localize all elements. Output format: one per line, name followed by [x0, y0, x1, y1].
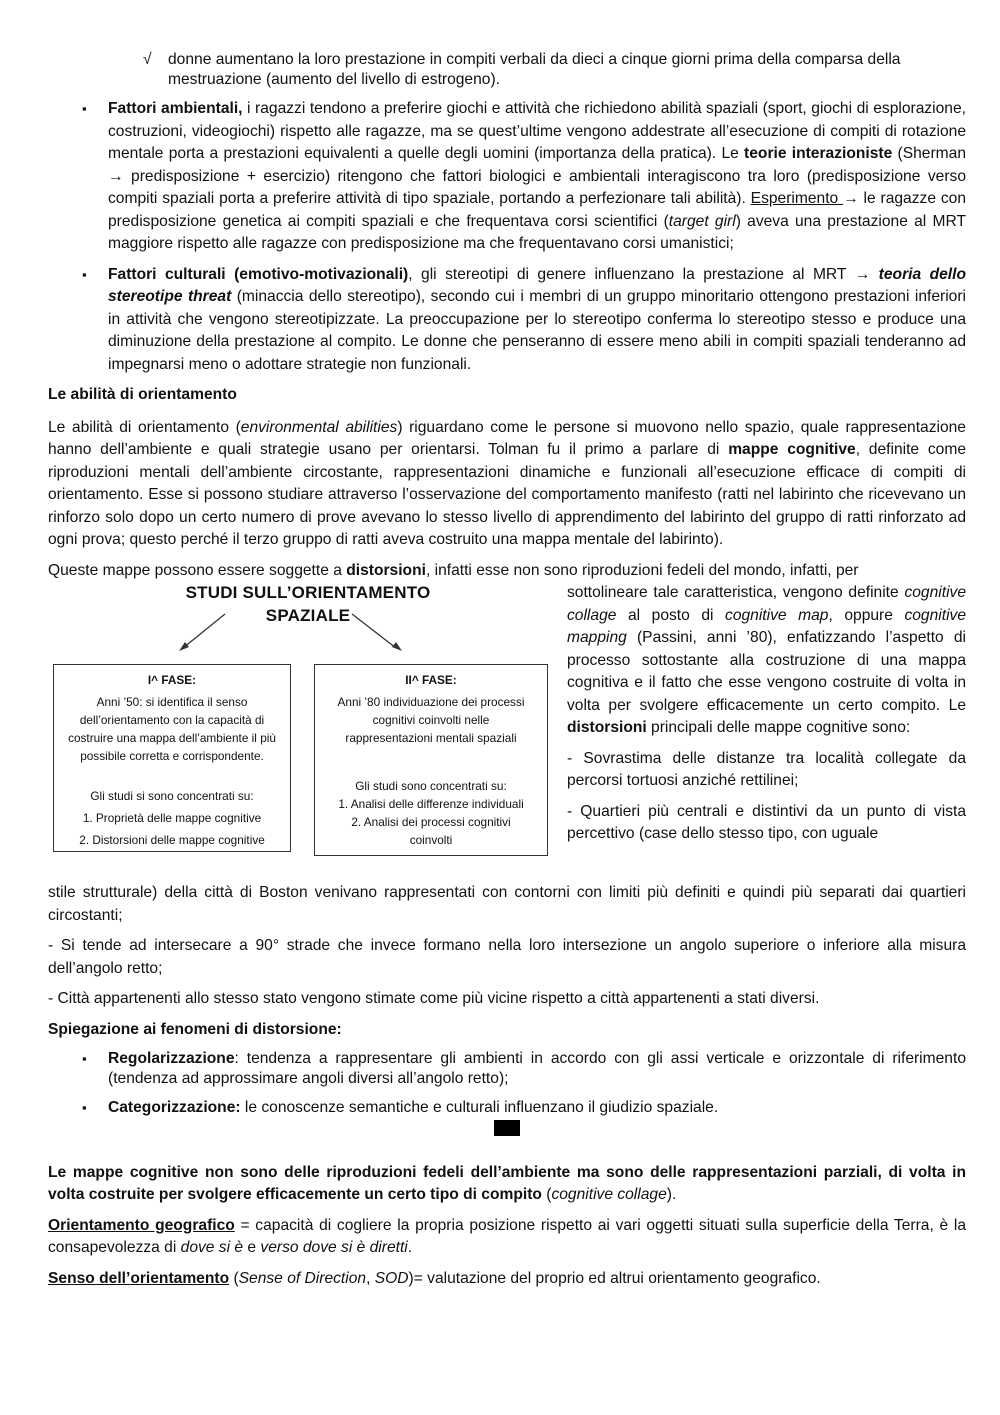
text-run: , gli stereotipi di genere influenzano la prestazione al MRT →	[408, 265, 879, 283]
text-run: (Passini, anni ’80), enfatizzando l’aspetto di processo sottostante alla costruzione di una mappa cognitiva e il fatto che esse vengono costruite di volta in volta per svolgere efficacemente un certo compito. Le	[567, 629, 966, 714]
text-run: e	[243, 1239, 261, 1256]
text-run: Le abilità di orientamento (	[48, 418, 241, 436]
phase-one-title: I^ FASE:	[147, 673, 197, 687]
distortion-item: - Quartieri più centrali e distintivi da un punto di vista percettivo (case dello stesso tipo, con uguale	[567, 802, 966, 842]
bullet-categorizzazione	[48, 1097, 966, 1120]
section-heading: Le abilità di orientamento	[48, 386, 237, 403]
text-run: (	[541, 1186, 552, 1203]
text-run: ).	[666, 1186, 677, 1203]
italic-term: Sense of Direction	[238, 1269, 367, 1287]
distortion-item: - Sovrastima delle distanze tra località collegate da percorsi tortuosi anziché rettilinei;	[567, 749, 966, 789]
phase-two-item: 1. Analisi delle differenze individuali	[338, 797, 524, 811]
arrow-right-icon	[348, 612, 408, 652]
phase-one-item: 1. Proprietà delle mappe cognitive	[82, 811, 262, 825]
italic-term: cognitive collage	[567, 584, 966, 624]
italic-term: cognitive map	[725, 606, 829, 624]
phase-one-intro: Gli studi si sono concentrati su:	[90, 789, 254, 803]
phase-two-intro: Gli studi sono concentrati su:	[355, 779, 507, 793]
text-run: : tendenza a rappresentare gli ambienti in accordo con gli assi verticale e orizzontale di riferimento (tendenza ad approssimare angoli diversi all’angolo retto);	[108, 1050, 966, 1087]
text-run: ) aveva una prestazione al MRT maggiore rispetto alle ragazze con predisposizione ma che frequentavano corsi umanistici;	[108, 212, 966, 252]
bold-term: Le mappe cognitive non sono delle riproduzioni fedeli dell’ambiente ma sono delle rappresentazioni parziali, di volta in volta costruite per svolgere efficacemente un certo tipo di compito	[48, 1163, 966, 1203]
bold-term: distorsioni	[346, 561, 426, 579]
phase-two-item: 2. Analisi dei processi cognitivi coinvolti	[351, 815, 511, 847]
figure-title: STUDI SULL’ORIENTAMENTO SPAZIALE	[185, 583, 431, 625]
underlined-term: Esperimento	[750, 190, 844, 207]
text-run: sottolineare tale caratteristica, vengono definite	[567, 584, 905, 601]
text-run: Queste mappe possono essere soggette a	[48, 561, 347, 579]
checkmark-icon: √	[143, 51, 152, 68]
phase-one-box	[53, 664, 291, 852]
bullet-fattori-ambientali	[48, 98, 966, 256]
paragraph-distorsioni-intro	[48, 560, 966, 583]
bold-term: Fattori culturali (emotivo-motivazionali)	[108, 265, 409, 283]
bold-italic-term: teoria dello stereotipe threat	[108, 265, 966, 305]
bullet-icon: ▪	[82, 101, 87, 116]
bold-term: distorsioni	[567, 719, 647, 736]
text-run: )= valutazione del proprio ed altrui orientamento geografico.	[408, 1269, 821, 1287]
bold-term: Regolarizzazione	[108, 1050, 235, 1067]
conclusion-paragraph	[48, 1162, 966, 1207]
bullet-icon: ▪	[82, 1051, 87, 1066]
text-run: , definite come riproduzioni mentali dell’ambiente circostante, rappresentazioni dinamiche e funzionali all’esecuzione efficace di compiti di orientamento. Esse si possono studiare attraverso l’osservazione del comportamento manifesto (ratti nel labirinto che ricevevano un rinforzo solo dopo un certo numero di prove avevano lo stesso livello di apprendimento del labirinto del gruppo di ratti rinforzato ad ogni prova; questo perché il terzo gruppo di ratti aveva costruito una mappa mentale del labirinto).	[48, 441, 967, 548]
italic-term: target girl	[668, 212, 736, 230]
text-run: (Sherman → predisposizione + esercizio) ritengono che fattori biologici e ambientali interagiscono tra loro (predisposizione verso compiti spaziali porta a preferire attività di tipo spaziale, portando a perfezionare tali abilità).	[108, 145, 966, 207]
text-run: , infatti esse non sono riproduzioni fedeli del mondo, infatti, per	[425, 561, 859, 579]
diagram-figure	[48, 582, 553, 882]
bold-term: teorie interazioniste	[744, 145, 893, 162]
text-run: (minaccia dello stereotipo), secondo cui i membri di un gruppo minoritario ottengono prestazioni inferiori in attività che vengono stereotipizzate. La preoccupazione per lo stereotipo conferma lo stereotipo stesso e produce una diminuzione della prestazione al compito. Le donne che penseranno di essere meno abili in compiti spaziali tenderanno ad impegnarsi meno o adottare strategie non funzionali.	[108, 288, 966, 373]
bullet-icon: ▪	[82, 1100, 87, 1115]
text-run: .	[407, 1239, 413, 1256]
bold-term: Fattori ambientali,	[108, 100, 243, 117]
bullet-fattori-culturali	[48, 264, 966, 377]
phase-two-box	[314, 664, 548, 856]
text-run: (	[229, 1269, 239, 1287]
phase-one-item: 2. Distorsioni delle mappe cognitive	[79, 833, 265, 847]
bold-underlined-term: Senso dell’orientamento	[48, 1269, 230, 1287]
phase-two-title: II^ FASE:	[405, 673, 457, 687]
paragraph-cognitive-collage	[567, 582, 966, 740]
definition-senso-orientamento	[48, 1268, 966, 1291]
definition-orientamento-geografico	[48, 1215, 966, 1260]
section-heading: Spiegazione ai fenomeni di distorsione:	[48, 1020, 342, 1038]
phase-one-text: Anni ’50: si identifica il senso dell’orientamento con la capacità di costruire una mappa dell’ambiente il più possibile corretta e corrispondente.	[68, 695, 276, 763]
bullet-regolarizzazione	[48, 1049, 966, 1089]
figure-side-text	[567, 582, 966, 846]
text-run: ,	[366, 1269, 375, 1287]
italic-term: environmental abilities	[240, 418, 398, 436]
italic-term: dove si è	[180, 1239, 244, 1256]
check-item-text: donne aumentano la loro prestazione in compiti verbali da dieci a cinque giorni prima della comparsa della mestruazione (aumento del livello di estrogeno).	[168, 51, 901, 88]
phase-two-text: Anni ’80 individuazione dei processi cognitivi coinvolti nelle rappresentazioni mentali spaziali	[337, 695, 525, 745]
italic-term: cognitive mapping	[567, 606, 966, 646]
paragraph-abilita	[48, 417, 966, 552]
check-list-item	[48, 50, 966, 90]
redaction-block	[494, 1120, 520, 1136]
italic-term: verso dove si è diretti	[260, 1239, 408, 1256]
distortion-item: - Città appartenenti allo stesso stato vengono stimate come più vicine rispetto a città appartenenti a stati diversi.	[48, 990, 820, 1007]
italic-term: cognitive collage	[551, 1186, 667, 1203]
text-run: al posto di	[616, 606, 726, 624]
text-run: le conoscenze semantiche e culturali influenzano il giudizio spaziale.	[240, 1099, 719, 1116]
text-run: principali delle mappe cognitive sono:	[646, 719, 911, 736]
text-run: = capacità di cogliere la propria posizione rispetto ai vari oggetti situati sulla superficie della Terra, è la consapevolezza di	[48, 1216, 967, 1256]
text-run: , oppure	[828, 606, 905, 624]
arrow-left-icon	[173, 612, 233, 652]
bold-term: Categorizzazione:	[108, 1099, 241, 1116]
figure-row	[48, 582, 966, 882]
text-run: ) riguardano come le persone si muovono nello spazio, quale rappresentazione hanno dell’ambiente e quali strategie usano per orientarsi. Tolman fu il primo a parlare di	[48, 418, 966, 458]
text-run: i ragazzi tendono a preferire giochi e attività che richiedono abilità spaziali (sport, giochi di esplorazione, costruzioni, videogiochi) rispetto alle ragazze, ma se quest’ultime vengono addestrate all’esecuzione di compiti di rotazione mentale porta a prestazioni equivalenti a quelle degli uomini (importanza della pratica). Le	[108, 100, 966, 162]
document-page	[48, 50, 966, 1290]
bullet-icon: ▪	[82, 266, 87, 282]
bold-term: mappe cognitive	[728, 441, 856, 458]
italic-term: SOD	[374, 1269, 409, 1287]
paragraph-boston: stile strutturale) della città di Boston venivano rappresentati con contorni con limiti più definiti e quindi più separati dai quartieri circostanti;	[48, 884, 966, 924]
text-run: → le ragazze con predisposizione genetica ai compiti spaziali e che frequentava corsi scientifici (	[108, 190, 966, 230]
bold-underlined-term: Orientamento geografico	[48, 1216, 235, 1234]
distortion-item: - Si tende ad intersecare a 90° strade che invece formano nella loro intersezione un angolo superiore o inferiore alla misura dell’angolo retto;	[48, 937, 966, 977]
